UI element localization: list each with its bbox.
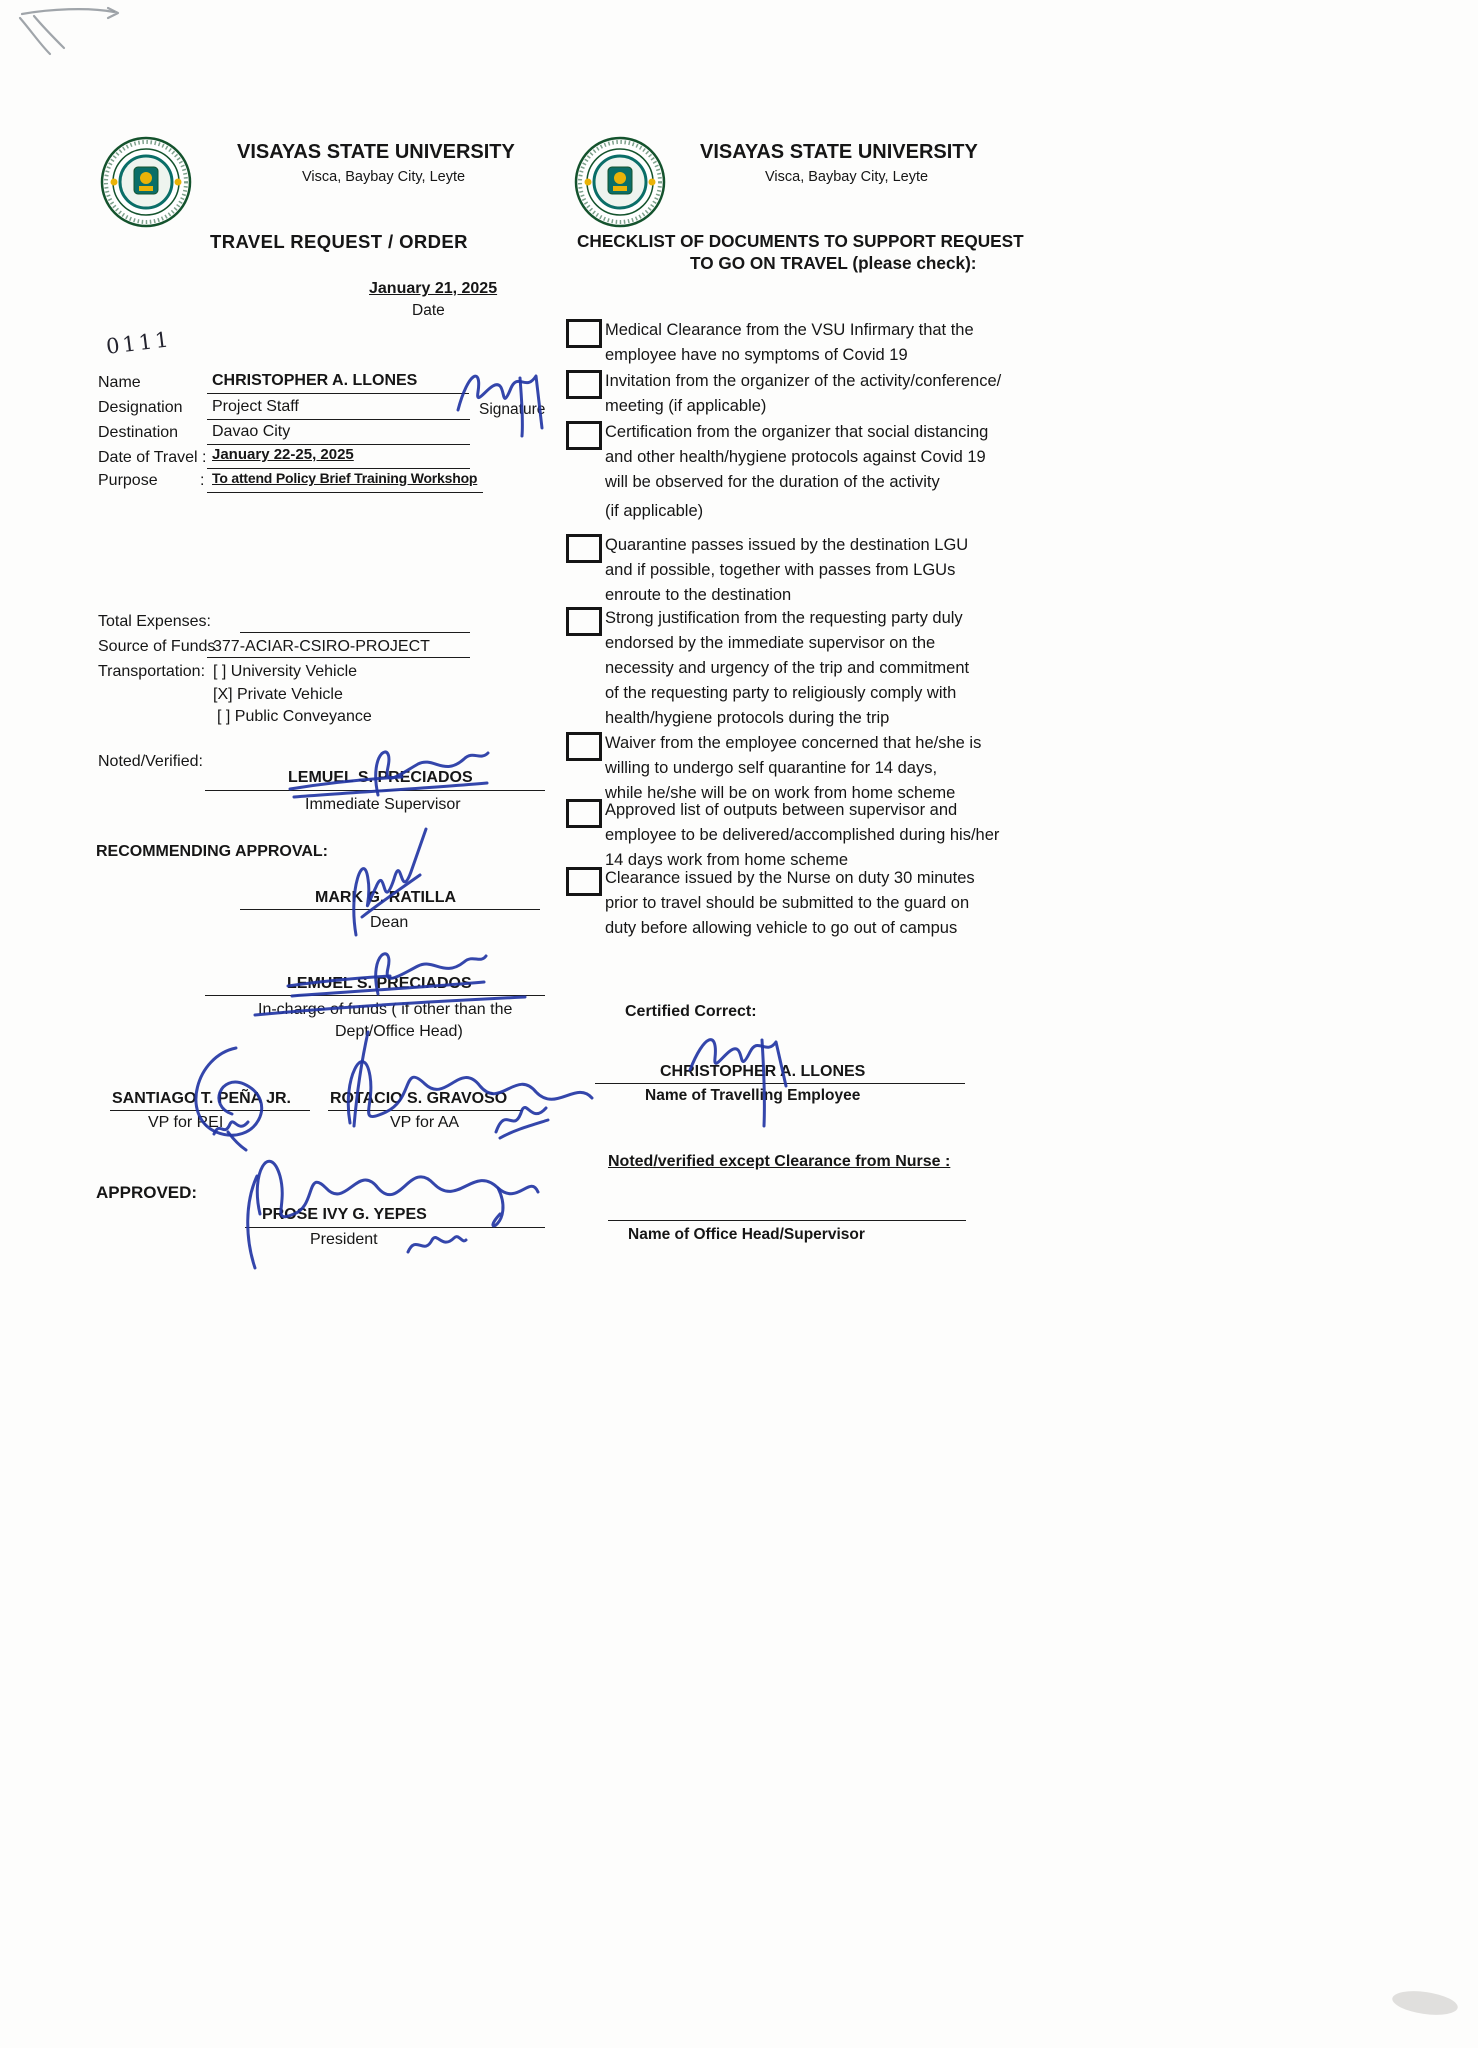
right-university-address: Visca, Baybay City, Leyte xyxy=(765,169,929,185)
checklist-text: health/hygiene protocols during the trip xyxy=(605,709,890,727)
checklist-item-invitation xyxy=(566,369,1018,419)
vp-aa-name: ROTACIO S. GRAVOSO xyxy=(330,1090,508,1107)
vsu-seal-right xyxy=(574,136,666,228)
checklist-title-line2: TO GO ON TRAVEL (please check): xyxy=(690,253,977,273)
employee-name: CHRISTOPHER A. LLONES xyxy=(660,1063,866,1080)
vp-rei-line xyxy=(110,1110,310,1111)
supervisor-signature-line xyxy=(205,790,545,791)
checklist-text: and if possible, together with passes from LGUs xyxy=(605,561,956,579)
transportation-label: Transportation: xyxy=(98,663,206,680)
funds-incharge-line xyxy=(205,995,545,996)
checklist-text: Clearance issued by the Nurse on duty 30 minutes xyxy=(605,869,975,887)
supervisor-title: Immediate Supervisor xyxy=(305,796,461,813)
checklist-text: necessity and urgency of the trip and commitment xyxy=(605,659,970,677)
checklist-title-line1: CHECKLIST OF DOCUMENTS TO SUPPORT REQUEST xyxy=(577,231,1024,251)
president-title: President xyxy=(310,1231,378,1248)
vp-rei-name: SANTIAGO T. PEÑA JR. xyxy=(112,1090,291,1107)
travel-date-underline xyxy=(207,468,470,469)
checkbox-quarantine-passes xyxy=(566,534,602,563)
name-underline xyxy=(207,393,469,394)
handwritten-control-number: 0111 xyxy=(104,327,173,359)
transport-option-private: [X] Private Vehicle xyxy=(213,686,343,703)
purpose-label: Purpose xyxy=(98,472,158,489)
checklist-text: of the requesting party to religiously comply with xyxy=(605,684,957,702)
vp-rei-title: VP for REI xyxy=(148,1114,224,1131)
checklist-text: while he/she will be on work from home scheme xyxy=(605,784,956,802)
checklist-text: endorsed by the immediate supervisor on the xyxy=(605,634,936,652)
vp-aa-title: VP for AA xyxy=(390,1114,460,1131)
signature-initials-president xyxy=(402,1228,470,1270)
supervisor-name: LEMUEL S. PRECIADOS xyxy=(288,769,473,786)
president-name: PROSE IVY G. YEPES xyxy=(262,1206,427,1223)
checklist-text: meeting (if applicable) xyxy=(605,397,767,415)
checklist-text: prior to travel should be submitted to the guard on xyxy=(605,894,970,912)
checklist-text: Quarantine passes issued by the destination LGU xyxy=(605,536,969,554)
checklist-item-quarantine-passes xyxy=(566,533,1018,608)
checklist-item-strong-justification xyxy=(566,606,1018,731)
designation-underline xyxy=(207,419,470,420)
date-value: January 21, 2025 xyxy=(369,280,498,297)
checklist-item-certification xyxy=(566,420,1018,495)
destination-label: Destination xyxy=(98,424,179,441)
certified-correct-label: Certified Correct: xyxy=(625,1003,757,1020)
checklist-text: 14 days work from home scheme xyxy=(605,851,849,869)
checkbox-medical-clearance xyxy=(566,319,602,348)
signature-yepes xyxy=(242,1118,542,1250)
recommending-approval-label: RECOMMENDING APPROVAL: xyxy=(96,843,328,860)
right-university-name: VISAYAS STATE UNIVERSITY xyxy=(700,141,978,163)
transport-option-university: [ ] University Vehicle xyxy=(213,663,358,680)
left-university-name: VISAYAS STATE UNIVERSITY xyxy=(237,141,515,163)
checklist-text: Waiver from the employee concerned that he/she is xyxy=(605,734,982,752)
checklist-item-approved-outputs xyxy=(566,798,1018,873)
checklist-item-medical-clearance xyxy=(566,318,1018,368)
approved-label: APPROVED: xyxy=(96,1183,198,1202)
name-value: CHRISTOPHER A. LLONES xyxy=(212,372,418,389)
travel-date-label: Date of Travel : xyxy=(98,449,207,466)
checkbox-invitation xyxy=(566,370,602,399)
checklist-text: will be observed for the duration of the activity xyxy=(605,473,940,491)
signature-label: Signature xyxy=(479,401,546,418)
destination-underline xyxy=(207,444,470,445)
funds-incharge-name: LEMUEL S. PRECIADOS xyxy=(287,975,472,992)
designation-value: Project Staff xyxy=(212,398,299,415)
checklist-text: duty before allowing vehicle to go out of campus xyxy=(605,919,958,937)
checkbox-approved-outputs xyxy=(566,799,602,828)
office-head-label: Name of Office Head/Supervisor xyxy=(628,1226,865,1243)
checklist-text: willing to undergo self quarantine for 14 days, xyxy=(605,759,938,777)
checklist-text: Invitation from the organizer of the activity/conference/ xyxy=(605,372,1002,390)
checklist-text: Medical Clearance from the VSU Infirmary that the xyxy=(605,321,974,339)
dean-title: Dean xyxy=(370,914,409,931)
total-expenses-label: Total Expenses: xyxy=(98,613,211,630)
employee-title: Name of Travelling Employee xyxy=(645,1087,861,1104)
checklist-text: enroute to the destination xyxy=(605,586,792,604)
noted-verified-label: Noted/Verified: xyxy=(98,753,203,770)
form-title: TRAVEL REQUEST / ORDER xyxy=(210,231,468,252)
noted-except-nurse-text: Noted/verified except Clearance from Nurse : xyxy=(608,1153,951,1170)
checklist-text: employee to be delivered/accomplished during his/her xyxy=(605,826,1000,844)
pencil-mark xyxy=(6,2,128,60)
office-head-line xyxy=(608,1220,966,1221)
checklist-item-waiver xyxy=(566,731,1018,806)
purpose-underline xyxy=(207,492,483,493)
source-of-funds-value: 377-ACIAR-CSIRO-PROJECT xyxy=(213,638,430,655)
checkbox-certification xyxy=(566,421,602,450)
left-university-address: Visca, Baybay City, Leyte xyxy=(302,169,466,185)
president-line xyxy=(245,1227,545,1228)
funds-incharge-title-2: Dept/Office Head) xyxy=(335,1023,463,1040)
checklist-text: Strong justification from the requesting party duly xyxy=(605,609,963,627)
signature-llones-top xyxy=(448,348,563,440)
checklist-text: Approved list of outputs between supervisor and xyxy=(605,801,958,819)
scan-smudge xyxy=(1391,1988,1459,2019)
checklist-item-nurse-clearance xyxy=(566,866,1018,941)
source-of-funds-line xyxy=(207,657,470,658)
checkbox-waiver xyxy=(566,732,602,761)
source-of-funds-label: Source of Funds xyxy=(98,638,216,655)
checklist-certification-note: (if applicable) xyxy=(605,502,704,520)
employee-signature-line xyxy=(595,1083,965,1084)
checklist-text: employee have no symptoms of Covid 19 xyxy=(605,346,908,364)
dean-signature-line xyxy=(240,909,540,910)
vp-aa-line xyxy=(328,1110,523,1111)
total-expenses-line xyxy=(240,632,470,633)
transport-option-public: [ ] Public Conveyance xyxy=(217,708,372,725)
checkbox-strong-justification xyxy=(566,607,602,636)
date-label: Date xyxy=(412,302,445,319)
destination-value: Davao City xyxy=(212,423,291,440)
checklist-text: and other health/hygiene protocols against Covid 19 xyxy=(605,448,986,466)
name-label: Name xyxy=(98,374,141,391)
funds-incharge-title-1: In-charge of funds ( if other than the xyxy=(258,1001,513,1018)
checkbox-nurse-clearance xyxy=(566,867,602,896)
purpose-value: To attend Policy Brief Training Workshop xyxy=(212,470,478,486)
purpose-colon: : xyxy=(200,472,205,489)
travel-date-value: January 22-25, 2025 xyxy=(212,446,354,463)
vsu-seal-left xyxy=(100,136,192,228)
designation-label: Designation xyxy=(98,399,183,416)
checklist-text: Certification from the organizer that social distancing xyxy=(605,423,989,441)
dean-name: MARK G. RATILLA xyxy=(315,889,457,906)
